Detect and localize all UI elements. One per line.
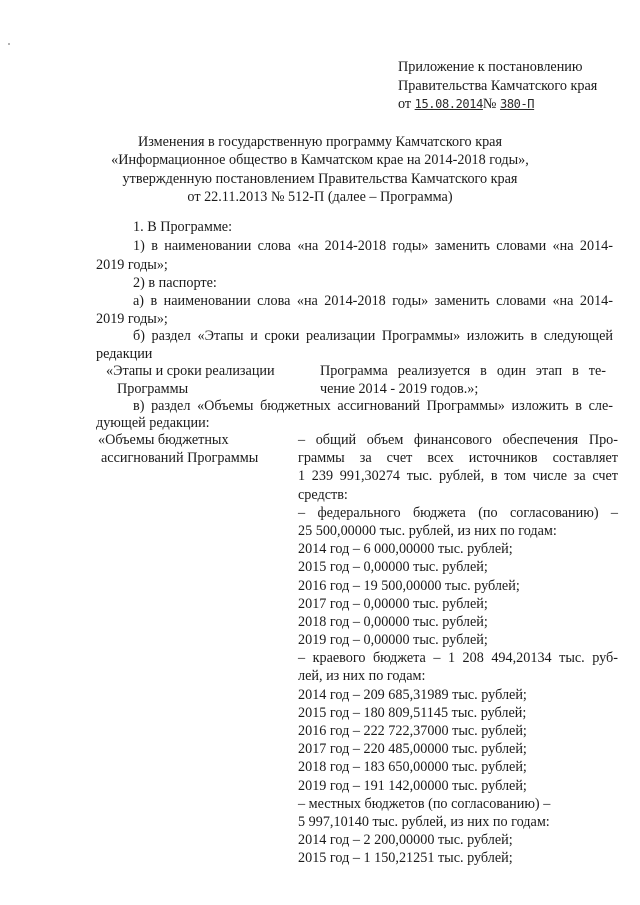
- appendix-date: 15.08.2014: [414, 97, 483, 111]
- paragraph-1-2: 2) в паспорте:: [133, 275, 217, 291]
- appendix-line-2: Правительства Камчатского края: [398, 77, 598, 94]
- paragraph-1-2c-line-1: [133, 397, 613, 415]
- paragraph-1-2b-text-a: б) раздел «Этапы и сроки реализации Программы» изложить в следующей: [133, 328, 613, 344]
- paragraph-1-2a-text-a: а) в наименовании слова «на 2014-2018 годы» заменить словами «на 2014-: [133, 293, 613, 309]
- scan-speck: [8, 43, 10, 45]
- budget-line: 2019 год – 0,00000 тыс. рублей;: [298, 632, 488, 649]
- appendix-number: 380-П: [500, 97, 535, 111]
- budget-line: – федерального бюджета (по согласованию) –: [298, 504, 618, 521]
- budget-line: 2015 год – 180 809,51145 тыс. рублей;: [298, 704, 527, 721]
- budget-line: лей, из них по годам:: [298, 668, 426, 685]
- stages-value-text-1: Программа реализуется в один этап в те-: [320, 363, 606, 379]
- budget-line: 2018 год – 183 650,00000 тыс. рублей;: [298, 759, 527, 776]
- paragraph-1-2a-line-1: [133, 292, 613, 310]
- stages-label-line-2: Программы: [117, 381, 189, 397]
- paragraph-1-1-line-2: 2019 годы»;: [96, 257, 168, 273]
- title-line-3: утвержденную постановлением Правительства Камчатского края: [122, 170, 518, 187]
- budget-values: [298, 431, 618, 868]
- budget-line: – краевого бюджета – 1 208 494,20134 тыс. руб-: [298, 650, 618, 667]
- paragraph-1-2b-line-2: редакции: [96, 346, 153, 362]
- budget-line: 2019 год – 191 142,00000 тыс. рублей;: [298, 777, 527, 794]
- budget-line: – общий объем финансового обеспечения Про-: [298, 432, 618, 448]
- budget-line: 2015 год – 1 150,21251 тыс. рублей;: [298, 850, 513, 867]
- budget-line: средств:: [298, 486, 348, 503]
- budget-line: 2016 год – 222 722,37000 тыс. рублей;: [298, 723, 527, 739]
- budget-line: 2017 год – 0,00000 тыс. рублей;: [298, 595, 488, 612]
- budget-line: 2017 год – 220 485,00000 тыс. рублей;: [298, 741, 527, 758]
- budget-line: 2016 год – 19 500,00000 тыс. рублей;: [298, 577, 520, 594]
- budget-line: 1 239 991,30274 тыс. рублей, в том числе за счет: [298, 468, 618, 485]
- document-title: [60, 133, 580, 206]
- appendix-number-sign: №: [482, 96, 497, 112]
- title-line-4: от 22.11.2013 № 512-П (далее – Программа): [187, 188, 453, 205]
- budget-label-line-2: ассигнований Программы: [101, 450, 259, 466]
- appendix-header: [398, 58, 628, 114]
- paragraph-1-2c-text-a: в) раздел «Объемы бюджетных ассигнований Программы» изложить в сле-: [133, 398, 613, 414]
- title-line-1: Изменения в государственную программу Камчатского края: [137, 134, 503, 150]
- budget-line: 2014 год – 6 000,00000 тыс. рублей;: [298, 541, 513, 558]
- paragraph-1-2c-line-2: дующей редакции:: [96, 415, 210, 431]
- budget-line: 5 997,10140 тыс. рублей, из них по годам:: [298, 813, 550, 830]
- budget-line: 25 500,00000 тыс. рублей, из них по годам:: [298, 522, 557, 539]
- budget-line: 2014 год – 2 200,00000 тыс. рублей;: [298, 832, 513, 849]
- budget-line: 2014 год – 209 685,31989 тыс. рублей;: [298, 686, 527, 703]
- budget-line: 2015 год – 0,00000 тыс. рублей;: [298, 559, 488, 576]
- stages-value-line-1: [320, 362, 606, 380]
- paragraph-1-1-line-1: [133, 237, 613, 255]
- budget-line: – местных бюджетов (по согласованию) –: [298, 795, 551, 812]
- stages-value-line-2: чение 2014 - 2019 годов.»;: [320, 381, 479, 397]
- paragraph-1-2a-line-2: 2019 годы»;: [96, 311, 168, 327]
- stages-label-line-1: «Этапы и сроки реализации: [106, 363, 275, 379]
- paragraph-1: 1. В Программе:: [133, 219, 233, 235]
- title-line-2: «Информационное общество в Камчатском крае на 2014-2018 годы»,: [111, 152, 529, 169]
- paragraph-1-2b-line-1: [133, 327, 613, 345]
- appendix-line-1: Приложение к постановлению: [398, 59, 583, 75]
- budget-line: 2018 год – 0,00000 тыс. рублей;: [298, 613, 488, 630]
- budget-line: граммы за счет всех источников составляет: [298, 450, 618, 467]
- appendix-from: от: [398, 96, 412, 112]
- appendix-line-3: [398, 95, 628, 114]
- paragraph-1-1-text-a: 1) в наименовании слова «на 2014-2018 годы» заменить словами «на 2014-: [133, 238, 613, 254]
- budget-label-line-1: «Объемы бюджетных: [98, 432, 229, 448]
